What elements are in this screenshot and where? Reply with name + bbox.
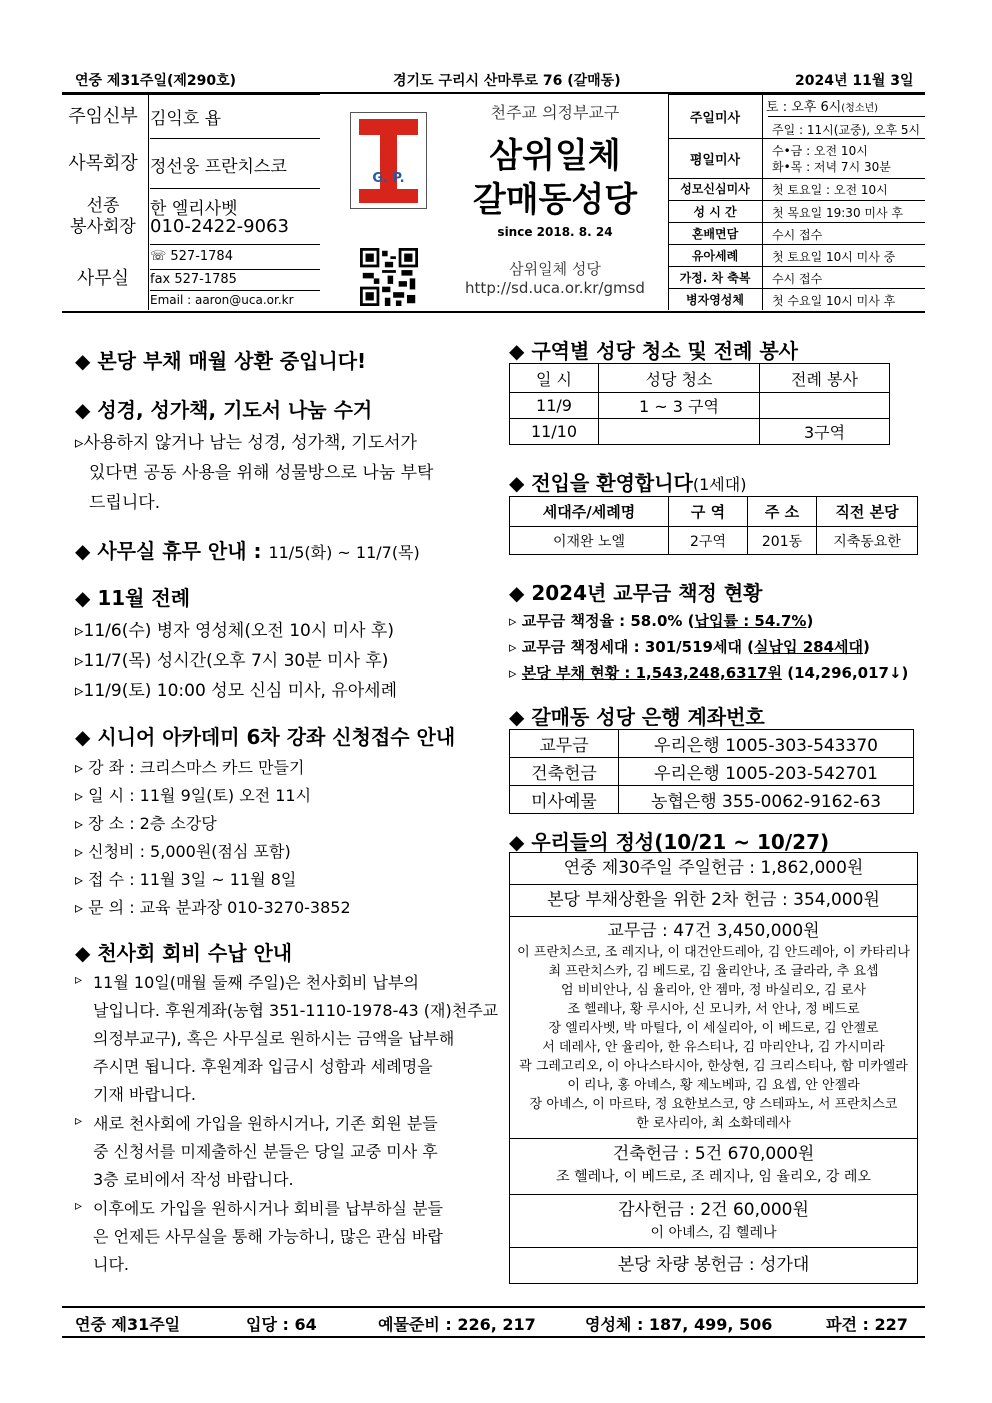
bullet-icon: ▹ <box>509 664 522 682</box>
mission-name: 한 엘리사벳 <box>150 199 238 219</box>
angel-text: 주시면 됩니다. 후원계좌 입금시 성함과 세례명을 <box>93 1057 433 1076</box>
schedule-key: 병자영성체 <box>686 293 744 307</box>
senior-item: ▹ 장 소 : 2층 소강당 <box>75 814 217 833</box>
table-cell <box>599 419 760 445</box>
footer-communion: 영성체 : 187, 499, 506 <box>585 1315 773 1334</box>
divider <box>668 222 925 223</box>
books-heading: ◆ 성경, 성가책, 기도서 나눔 수거 <box>75 398 373 422</box>
divider <box>150 188 320 189</box>
sunday-mass-sun: 주일 : 11시(교중), 오후 5시 <box>772 123 921 137</box>
date-label: 2024년 11월 3일 <box>795 73 914 89</box>
weekday-mass-label: 평일미사 <box>689 152 741 168</box>
table-header: 직전 본당 <box>817 497 918 527</box>
table-cell: 1 ~ 3 구역 <box>599 393 760 419</box>
senior-item: ▹ 접 수 : 11월 3일 ~ 11월 8일 <box>75 870 297 889</box>
header-bottom-rule <box>62 311 925 313</box>
divider <box>150 290 320 291</box>
divider <box>148 94 149 310</box>
table-cell: 미사예물 <box>510 786 619 814</box>
divider <box>668 288 925 289</box>
sunday-sat-text: 토 : 오후 6시 <box>766 100 842 115</box>
table-header: 전례 봉사 <box>760 364 890 393</box>
pastor-label: 주임신부 <box>68 105 138 127</box>
divider <box>150 244 320 245</box>
donor-line: 곽 그레고리오, 이 아나스타시아, 한상현, 김 크리스티나, 함 미카엘라 <box>519 1059 908 1074</box>
footer-top-rule <box>62 1306 925 1308</box>
angel-text: 이후에도 가입을 원하시거나 회비를 납부하실 분들 <box>93 1199 444 1218</box>
schedule-key: 가정. 차 축복 <box>679 271 751 285</box>
divider <box>668 244 925 245</box>
thanks-title: 감사헌금 : 2건 60,000원 <box>618 1200 809 1220</box>
donor-line: 최 프란치스카, 김 베드로, 김 율리안나, 조 글라라, 추 요셉 <box>548 964 879 979</box>
weekday-mass-1: 수•금 : 오전 10시 <box>772 144 868 158</box>
liturgy-item: ▹11/7(목) 성시간(오후 7시 30분 미사 후) <box>75 651 389 671</box>
angel-heading: ◆ 천사회 회비 수납 안내 <box>75 941 293 965</box>
office-fax: fax 527-1785 <box>150 272 237 287</box>
table-cell: 3구역 <box>760 419 890 445</box>
bank-heading: ◆ 갈매동 성당 은행 계좌번호 <box>509 705 765 729</box>
donor-line: 엄 비비안나, 심 율리아, 안 젬마, 정 바실리오, 김 로사 <box>561 983 866 998</box>
welcome-heading <box>509 467 746 496</box>
donor-line: 이 프란치스코, 조 레지나, 이 대건안드레아, 김 안드레아, 이 카타리나 <box>517 945 910 960</box>
sunday-mass-label: 주일미사 <box>689 110 741 126</box>
cleaning-table <box>509 363 890 445</box>
divider <box>150 138 320 139</box>
chair-label: 사목회장 <box>68 152 138 174</box>
diocese-label: 천주교 의정부교구 <box>490 103 620 122</box>
footer-week: 연중 제31주일 <box>75 1315 181 1334</box>
table-cell: 201동 <box>748 527 817 555</box>
weekday-mass-2: 화•목 : 저녁 7시 30분 <box>772 160 891 174</box>
divider <box>62 94 320 95</box>
bank-table <box>509 729 914 814</box>
table-cell: 지축동요한 <box>817 527 918 555</box>
dues-line <box>509 662 908 683</box>
senior-item: ▹ 신청비 : 5,000원(점심 포함) <box>75 842 291 861</box>
senior-item: ▹ 문 의 : 교육 분과장 010-3270-3852 <box>75 898 351 917</box>
sunday-offering: 연중 제30주일 주일헌금 : 1,862,000원 <box>510 853 917 885</box>
dues-text: 교무금 책정율 : 58.0% ( <box>521 612 695 630</box>
footer-dispatch: 파견 : 227 <box>826 1315 908 1334</box>
footer-bottom-rule <box>62 1336 925 1338</box>
offering-box <box>509 852 918 1284</box>
office-email[interactable]: Email : aaron@uca.or.kr <box>150 293 294 307</box>
dues-heading: ◆ 2024년 교무금 책정 현황 <box>509 581 763 605</box>
office-label: 사무실 <box>76 267 130 289</box>
donor-line: 조 헬레나, 이 베드로, 조 레지나, 임 율리오, 강 레오 <box>556 1169 871 1185</box>
bullet-icon: ▹ <box>75 1198 83 1214</box>
senior-heading: ◆ 시니어 아카데미 6차 강좌 신청접수 안내 <box>75 725 456 749</box>
schedule-value: 첫 목요일 19:30 미사 후 <box>772 206 903 220</box>
site-url[interactable]: http://sd.uca.or.kr/gmsd <box>465 279 645 297</box>
bullet-icon: ▹ <box>75 1113 83 1129</box>
car-offering: 본당 차량 봉헌금 : 성가대 <box>617 1255 810 1275</box>
dues-underlined: 본당 부채 현황 : 1,543,248,6317원 <box>521 664 782 682</box>
table-cell[interactable]: 우리은행 1005-303-543370 <box>619 730 914 758</box>
church-name-1: 삼위일체 <box>489 136 621 176</box>
thanks-donors <box>510 1195 917 1248</box>
dues-donors <box>510 917 917 1139</box>
angel-text: 은 언제든 사무실을 통해 가능하니, 많은 관심 바랍 <box>93 1227 443 1246</box>
divider <box>150 269 320 270</box>
dues-text: 교무금 책정세대 : 301/519세대 ( <box>521 638 755 656</box>
liturgy-item: ▹11/9(토) 10:00 성모 신심 미사, 유아세례 <box>75 681 398 701</box>
divider <box>668 178 925 179</box>
liturgy-item: ▹11/6(수) 병자 영성체(오전 10시 미사 후) <box>75 621 394 641</box>
mission-label: 선종 봉사회장 <box>70 196 136 237</box>
table-cell: 이재완 노엘 <box>510 527 669 555</box>
logo-letters: G. P. <box>372 171 405 186</box>
dues-underlined: 실납입 284세대 <box>754 638 864 656</box>
books-text-3: 드립니다. <box>89 493 161 513</box>
bullet-icon: ▹ <box>509 612 522 630</box>
table-header: 세대주/세례명 <box>510 497 669 527</box>
chair-name: 정선웅 프란치스코 <box>150 157 287 177</box>
donor-line: 서 데레사, 안 율리아, 한 유스티나, 김 마리안나, 김 가시미라 <box>542 1040 885 1055</box>
angel-text: 니다. <box>93 1255 129 1274</box>
table-cell <box>760 393 890 419</box>
donor-line: 장 엘리사벳, 박 마틸다, 이 세실리아, 이 베드로, 김 안젤로 <box>548 1021 879 1036</box>
second-offering: 본당 부채상환을 위한 2차 헌금 : 354,000원 <box>510 885 917 917</box>
sunday-sat-note: (청소년) <box>841 103 879 114</box>
divider <box>768 116 925 117</box>
liturgy-heading: ◆ 11월 전례 <box>75 586 191 610</box>
welcome-count: (1세대) <box>692 475 747 494</box>
table-header: 주 소 <box>748 497 817 527</box>
table-cell: 11/9 <box>510 393 599 419</box>
table-cell: 건축헌금 <box>510 758 619 786</box>
bullet-icon: ▹ <box>75 972 83 988</box>
qr-code-icon[interactable] <box>360 248 418 306</box>
table-header: 구 역 <box>669 497 748 527</box>
books-text: ▹사용하지 않거나 남는 성경, 성가책, 기도서가 <box>75 433 417 453</box>
dues-text: ) <box>863 638 870 656</box>
schedule-key: 성모신심미사 <box>680 182 750 196</box>
debt-heading: ◆ 본당 부채 매월 상환 중입니다! <box>75 349 367 373</box>
table-cell: 2구역 <box>669 527 748 555</box>
angel-text: 기재 바랍니다. <box>93 1085 196 1104</box>
dues-line <box>509 636 870 657</box>
angel-text: 3층 로비에서 작성 바랍니다. <box>93 1170 294 1189</box>
site-name: 삼위일체 성당 <box>509 260 601 278</box>
schedule-value: 첫 토요일 : 오전 10시 <box>772 183 888 197</box>
issue-label: 연중 제31주일(제290호) <box>75 73 237 89</box>
office-closed-heading <box>75 535 420 564</box>
address-label: 경기도 구리시 산마루로 76 (갈매동) <box>393 73 621 89</box>
office-closed-dates: 11/5(화) ~ 11/7(목) <box>268 543 420 562</box>
office-closed-title: ◆ 사무실 휴무 안내 : <box>75 539 269 563</box>
table-cell: 교무금 <box>510 730 619 758</box>
divider <box>668 266 925 267</box>
mission-phone: 010-2422-9063 <box>150 216 289 237</box>
angel-text: 중 신청서를 미제출하신 분들은 당일 교중 미사 후 <box>93 1142 438 1161</box>
dues-donors-title: 교무금 : 47건 3,450,000원 <box>607 921 820 941</box>
sunday-mass-sat <box>766 96 878 115</box>
senior-item: ▹ 강 좌 : 크리스마스 카드 만들기 <box>75 758 305 777</box>
schedule-key: 유아세례 <box>691 249 739 263</box>
schedule-value: 첫 수요일 10시 미사 후 <box>772 294 896 308</box>
donor-line: 이 아녜스, 김 헬레나 <box>650 1225 777 1241</box>
senior-item: ▹ 일 시 : 11월 9일(토) 오전 11시 <box>75 786 312 805</box>
offering-heading: ◆ 우리들의 정성(10/21 ~ 10/27) <box>509 830 830 854</box>
schedule-key: 성 시 간 <box>693 205 737 219</box>
divider <box>762 94 763 310</box>
building-donors <box>510 1139 917 1195</box>
angel-text: 새로 천사회에 가입을 원하시거나, 기존 회원 분들 <box>93 1114 438 1133</box>
welcome-title: ◆ 전입을 환영합니다 <box>509 471 693 495</box>
parish-logo <box>350 112 427 209</box>
schedule-key: 혼배면담 <box>691 227 739 241</box>
church-name-2: 갈매동성당 <box>472 180 638 220</box>
dues-text: (14,296,017↓) <box>782 664 909 682</box>
table-header: 성당 청소 <box>599 364 760 393</box>
dues-text: ) <box>806 612 814 630</box>
welcome-table <box>509 496 918 555</box>
angel-text: 11월 10일(매월 둘째 주일)은 천사회비 납부의 <box>93 973 419 992</box>
donor-line: 조 헬레나, 황 루시아, 신 모니카, 서 안나, 정 베드로 <box>567 1002 860 1017</box>
office-tel: ☏ 527-1784 <box>150 249 233 264</box>
divider <box>668 200 925 201</box>
table-cell: 11/10 <box>510 419 599 445</box>
dues-line <box>509 610 813 631</box>
pastor-name: 김익호 욥 <box>150 109 222 129</box>
staff-panel <box>62 94 320 310</box>
angel-text: 의정부교구), 혹은 사무실로 원하시는 금액을 납부해 <box>93 1029 455 1048</box>
table-cell[interactable]: 우리은행 1005-203-542701 <box>619 758 914 786</box>
cleaning-heading: ◆ 구역별 성당 청소 및 전례 봉사 <box>509 339 798 363</box>
schedule-value: 수시 접수 <box>772 272 823 286</box>
dues-underlined: 납입률 : 54.7% <box>694 612 807 630</box>
angel-text: 날입니다. 후원계좌(농협 351-1110-1978-43 (재)천주교 <box>93 1001 499 1020</box>
donor-line: 이 리나, 홍 아녜스, 황 제노베파, 김 요셉, 안 안젤라 <box>567 1078 860 1093</box>
bullet-icon: ▹ <box>509 638 522 656</box>
donor-line: 장 아녜스, 이 마르타, 정 요한보스코, 양 스테파노, 서 프란치스코 <box>529 1097 898 1112</box>
donor-line: 한 로사리아, 최 소화데레사 <box>636 1116 791 1131</box>
logo-graphic <box>351 113 426 208</box>
building-title: 건축헌금 : 5건 670,000원 <box>612 1144 815 1164</box>
table-cell[interactable]: 농협은행 355-0062-9162-63 <box>619 786 914 814</box>
table-header: 일 시 <box>510 364 599 393</box>
since-label: since 2018. 8. 24 <box>497 225 613 239</box>
footer-attend: 입당 : 64 <box>246 1315 317 1334</box>
schedule-value: 첫 토요일 10시 미사 중 <box>772 250 896 264</box>
footer-prep: 예물준비 : 226, 217 <box>378 1315 536 1334</box>
schedule-value: 수시 접수 <box>772 228 823 242</box>
books-text-2: 있다면 공동 사용을 위해 성물방으로 나눔 부탁 <box>89 463 434 483</box>
